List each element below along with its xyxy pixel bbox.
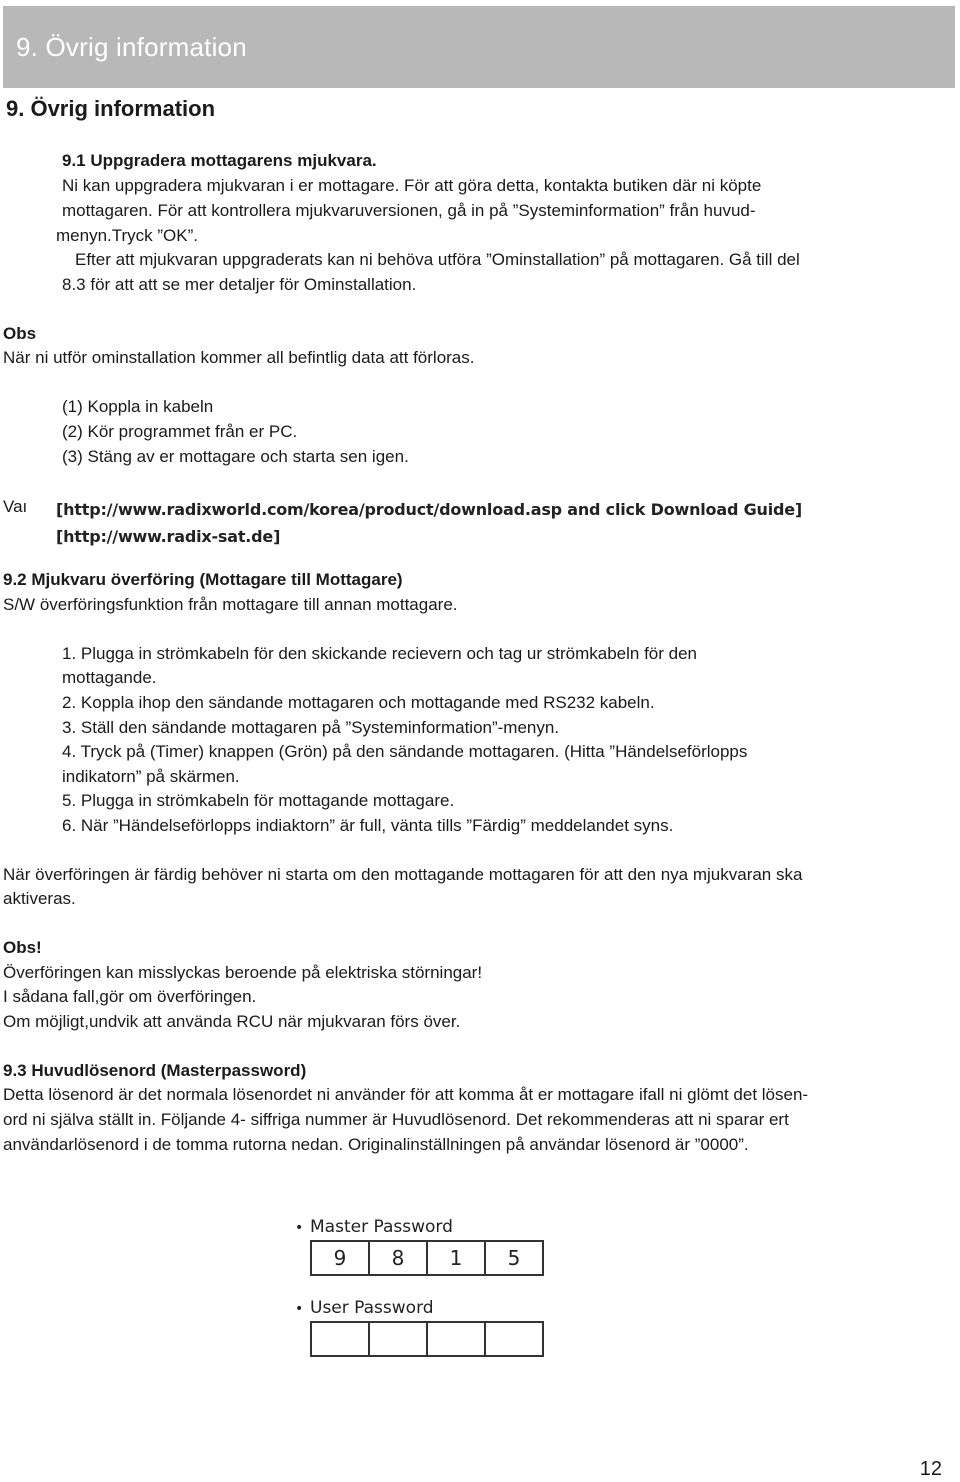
master-password-digit: 8 <box>370 1242 428 1274</box>
download-url-radix-sat: [http://www.radix-sat.de] <box>56 527 281 546</box>
user-password-boxes <box>310 1321 544 1357</box>
s92-heading: 9.2 Mjukvaru överföring (Mottagare till Mottagare) <box>3 570 403 589</box>
obs2-line: I sådana fall,gör om överföringen. <box>3 987 257 1006</box>
s92-after: aktiveras. <box>3 889 76 908</box>
s91-line: 8.3 för att att se mer detaljer för Ominstallation. <box>62 275 417 294</box>
s93-heading: 9.3 Huvudlösenord (Masterpassword) <box>3 1061 307 1080</box>
page-number: 12 <box>919 1458 942 1480</box>
user-password-digit <box>312 1323 370 1355</box>
user-password-digit <box>428 1323 486 1355</box>
obs2-line: Om möjligt,undvik att använda RCU när mjukvaran förs över. <box>3 1012 461 1031</box>
obs-step: (3) Stäng av er mottagare och starta sen igen. <box>62 447 409 466</box>
bullet-icon: • <box>295 1301 304 1317</box>
s91-heading: 9.1 Uppgradera mottagarens mjukvara. <box>62 151 377 170</box>
s92-step: mottagande. <box>62 668 157 687</box>
partial-label: Vaı <box>3 497 28 516</box>
s92-step: indikatorn” på skärmen. <box>62 767 240 786</box>
download-url-radixworld: [http://www.radixworld.com/korea/product/download.asp and click Download Guide] <box>56 500 802 519</box>
user-password-digit <box>486 1323 542 1355</box>
master-password-label: Master Password <box>310 1217 453 1237</box>
obs-step: (2) Kör programmet från er PC. <box>62 422 298 441</box>
master-password-digit: 5 <box>507 1246 521 1270</box>
obs-text: När ni utför ominstallation kommer all befintlig data att förloras. <box>3 348 475 367</box>
s92-step: 1. Plugga in strömkabeln för den skickande recievern och tag ur strömkabeln för den <box>62 644 698 663</box>
obs-step: (1) Koppla in kabeln <box>62 397 214 416</box>
chapter-header-bar <box>3 6 955 88</box>
user-password-label: User Password <box>310 1298 434 1318</box>
s93-line: ord ni själva ställt in. Följande 4- siffriga nummer är Huvudlösenord. Det rekommenderas att ni sparar ert <box>3 1110 789 1129</box>
s92-step: 6. När ”Händelseförlopps indiaktorn” är full, vänta tills ”Färdig” meddelandet syns. <box>62 816 674 835</box>
chapter-title: 9. Övrig information <box>16 32 247 62</box>
s91-line: Ni kan uppgradera mjukvaran i er mottagare. För att göra detta, kontakta butiken där ni köpte <box>62 176 762 195</box>
s91-line: menyn.Tryck ”OK”. <box>56 226 198 245</box>
s93-line: användarlösenord i de tomma rutorna nedan. Originalinställningen på användar lösenord är ”0000”. <box>3 1135 749 1154</box>
s93-line: Detta lösenord är det normala lösenordet ni använder för att komma åt er mottagare ifall ni glömt det lösen- <box>3 1085 809 1104</box>
s91-line: Efter att mjukvaran uppgraderats kan ni behöva utföra ”Ominstallation” på mottagaren. Gå till del <box>75 250 800 269</box>
obs2-line: Överföringen kan misslyckas beroende på elektriska störningar! <box>3 963 483 982</box>
s92-after: När överföringen är färdig behöver ni starta om den mottagande mottagaren för att den nya mjukvaran ska <box>3 865 803 884</box>
section-title: 9. Övrig information <box>6 96 216 121</box>
obs2-label: Obs! <box>3 938 42 957</box>
s92-step: 5. Plugga in strömkabeln för mottagande mottagare. <box>62 791 455 810</box>
user-password-digit <box>370 1323 428 1355</box>
s92-subtitle: S/W överföringsfunktion från mottagare till annan mottagare. <box>3 595 458 614</box>
s92-step: 3. Ställ den sändande mottagaren på ”Systeminformation”-menyn. <box>62 718 560 737</box>
master-password-digit: 9 <box>312 1242 370 1274</box>
master-password-boxes <box>310 1240 544 1276</box>
s91-line: mottagaren. För att kontrollera mjukvaruversionen, gå in på ”Systeminformation” från huvud- <box>62 201 756 220</box>
s92-step: 2. Koppla ihop den sändande mottagaren och mottagande med RS232 kabeln. <box>62 693 655 712</box>
bullet-icon: • <box>295 1220 304 1236</box>
master-password-digit: 1 <box>428 1242 486 1274</box>
obs-label: Obs <box>3 324 37 343</box>
s92-step: 4. Tryck på (Timer) knappen (Grön) på den sändande mottagaren. (Hitta ”Händelseförlopps <box>62 742 748 761</box>
